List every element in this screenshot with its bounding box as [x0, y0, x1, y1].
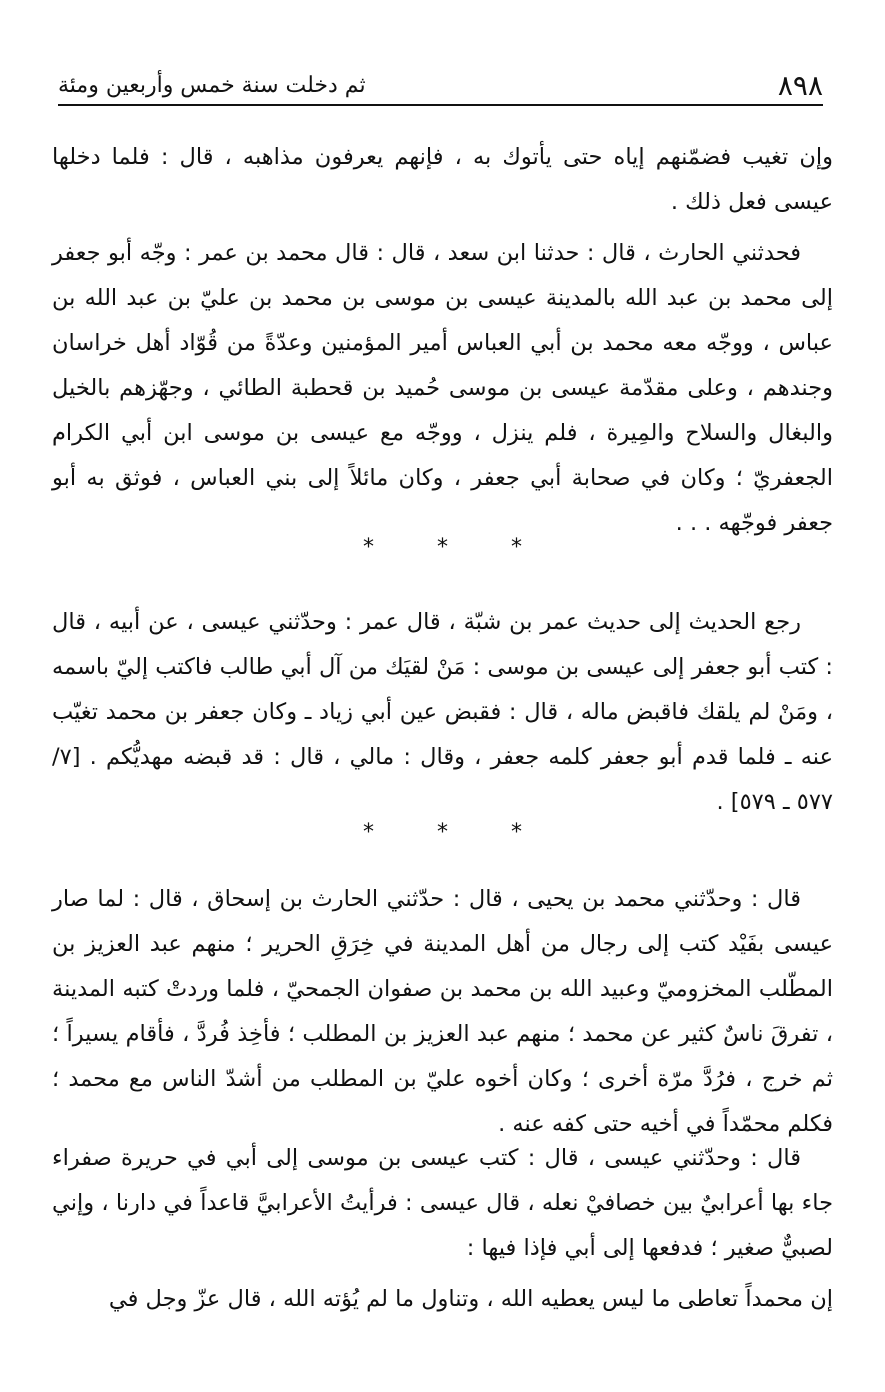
- text-block-6: [52, 1277, 833, 1322]
- page-header: [58, 64, 823, 106]
- paragraph-3: رجع الحديث إلى حديث عمر بن شبّة ، قال عمر : وحدّثني عيسى ، عن أبيه ، قال : كتب أبو جعفر إلى عيسى بن موسى : مَنْ لقيَك من آل أبي طالب فاكتب إليّ باسمه ، ومَنْ لم يلقك فاقبض ماله ، قال : فقبض عين أبي زياد ـ وكان جعفر بن محمد تغيّب عنه ـ فلما قدم أبو جعفر كلمه جعفر ، وقال : مالي ، قال : قد قبضه مهديُّكم . [٧/ ٥٧٧ ـ ٥٧٩] .: [52, 609, 833, 815]
- paragraph-4: قال : وحدّثني محمد بن يحيى ، قال : حدّثني الحارث بن إسحاق ، قال : لما صار عيسى بفَيْد كتب إلى رجال من أهل المدينة في خِرَقِ الحرير ؛ منهم عبد العزيز بن المطّلب المخزوميّ وعبيد الله بن محمد بن صفوان الجمحيّ ، فلما وردتْ كتبه المدينة ، تفرقَ ناسٌ كثير عن محمد ؛ منهم عبد العزيز بن المطلب ؛ فأخِذ فُردَّ ، فأقام يسيراً ؛ ثم خرج ، فرُدَّ مرّة أخرى ؛ وكان أخوه عليّ بن المطلب من أشدّ الناس مع محمد ؛ فكلم محمّداً في أخيه حتى كفه عنه .: [52, 886, 833, 1137]
- page-number: ٨٩٨: [777, 69, 823, 102]
- running-title: ثم دخلت سنة خمس وأربعين ومئة: [58, 73, 366, 98]
- paragraph-6: إن محمداً تعاطى ما ليس يعطيه الله ، وتناول ما لم يُؤته الله ، قال عزّ وجل في: [108, 1286, 833, 1312]
- text-block-2: [52, 231, 833, 546]
- paragraph-1: وإن تغيب فضمّنهم إياه حتى يأتوك به ، فإنهم يعرفون مذاهبه ، قال : فلما دخلها عيسى فعل ذلك .: [52, 144, 833, 215]
- text-block-3: [52, 600, 833, 825]
- text-block-1: [52, 135, 833, 225]
- section-separator-2: * * *: [363, 820, 550, 845]
- paragraph-5: قال : وحدّثني عيسى ، قال : كتب عيسى بن موسى إلى أبي في حريرة صفراء جاء بها أعرابيٌ بين خصافيْ نعله ، قال عيسى : فرأيتُ الأعرابيَّ قاعداً في دارنا ، وإني لصبيٌّ صغير ؛ فدفعها إلى أبي فإذا فيها :: [52, 1145, 833, 1261]
- paragraph-2: فحدثني الحارث ، قال : حدثنا ابن سعد ، قال : قال محمد بن عمر : وجّه أبو جعفر إلى محمد بن عبد الله بالمدينة عيسى بن موسى بن محمد بن عليّ بن عبد الله بن عباس ، ووجّه معه محمد بن أبي العباس أمير المؤمنين وعدّةً من قُوّاد أهل خراسان وجندهم ، وعلى مقدّمة عيسى بن موسى حُميد بن قحطبة الطائي ، وجهّزهم بالخيل والبغال والسلاح والمِيرة ، فلم ينزل ، ووجّه مع عيسى بن موسى ابن أبي الكرام الجعفريّ ؛ وكان في صحابة أبي جعفر ، وكان مائلاً إلى بني العباس ، فوثق به أبو جعفر فوجّهه . . .: [52, 240, 833, 536]
- section-separator-1: * * *: [363, 535, 550, 560]
- text-block-4: [52, 877, 833, 1147]
- text-block-5: [52, 1136, 833, 1271]
